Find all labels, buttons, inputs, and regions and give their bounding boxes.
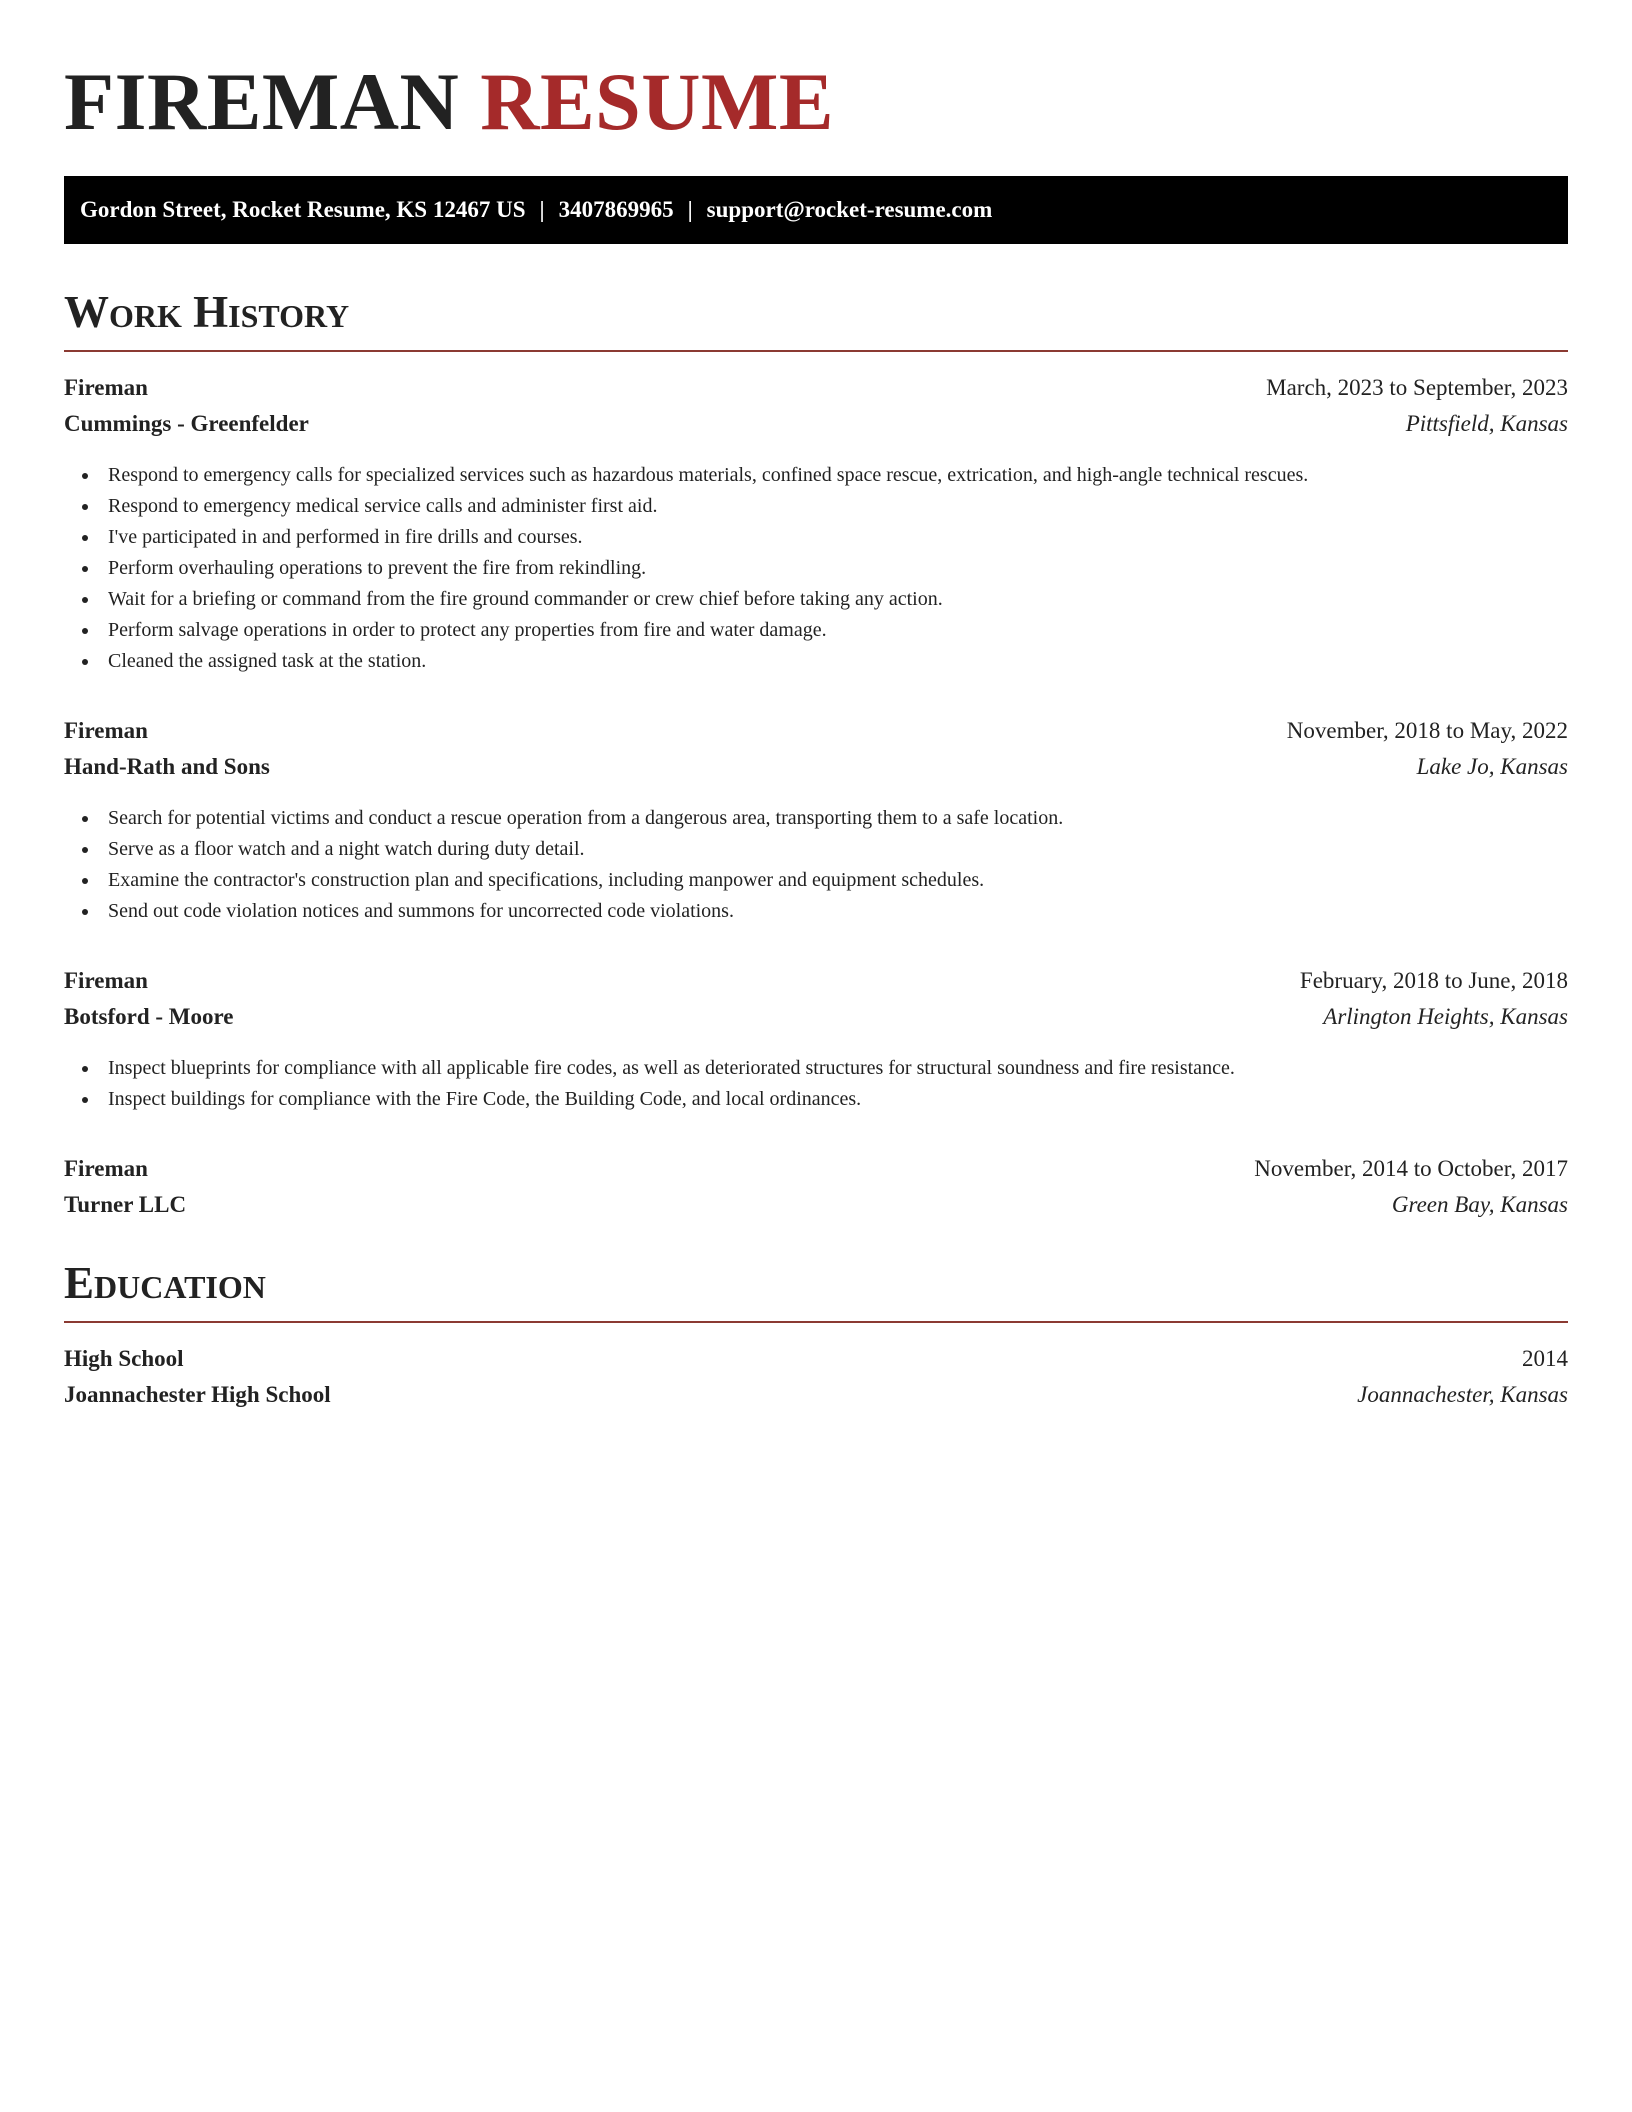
resume-title: [64, 0, 1568, 152]
job-company: Botsford - Moore: [64, 1004, 234, 1029]
title-accent: RESUME: [480, 56, 835, 147]
job-duty-item: Serve as a floor watch and a night watch during duty detail.: [64, 834, 1568, 865]
job-entry: [64, 1151, 1568, 1223]
job-company: Turner LLC: [64, 1192, 187, 1217]
education-school-row: [64, 1377, 1568, 1413]
education-divider: [64, 1321, 1568, 1323]
job-header-row: [64, 370, 1568, 406]
work-history-heading: Work History: [64, 287, 350, 337]
education-heading: Education: [64, 1258, 266, 1308]
job-dates: November, 2018 to May, 2022: [1286, 718, 1568, 743]
job-duty-item: Inspect buildings for compliance with the Fire Code, the Building Code, and local ordinances.: [64, 1084, 1568, 1115]
education-school: Joannachester High School: [64, 1382, 331, 1407]
job-location: Lake Jo, Kansas: [1416, 754, 1568, 779]
job-duty-item: I've participated in and performed in fire drills and courses.: [64, 522, 1568, 553]
education-year: 2014: [1522, 1346, 1568, 1371]
contact-separator: |: [539, 197, 545, 222]
job-duties-list: [64, 803, 1568, 927]
job-duty-item: Cleaned the assigned task at the station.: [64, 646, 1568, 677]
job-dates: March, 2023 to September, 2023: [1266, 375, 1568, 400]
job-duty-item: Respond to emergency calls for specialized services such as hazardous materials, confined space rescue, extrication, and high-angle technical rescues.: [64, 460, 1568, 491]
contact-bar: [64, 176, 1568, 244]
contact-email[interactable]: support@rocket-resume.com: [706, 197, 993, 222]
job-duty-item: Perform overhauling operations to prevent the fire from rekindling.: [64, 553, 1568, 584]
job-company-row: [64, 999, 1568, 1035]
job-company-row: [64, 1187, 1568, 1223]
job-company: Hand-Rath and Sons: [64, 754, 270, 779]
job-duty-item: Send out code violation notices and summons for uncorrected code violations.: [64, 896, 1568, 927]
work-history-divider: [64, 350, 1568, 352]
job-company-row: [64, 749, 1568, 785]
job-duties-list: [64, 460, 1568, 677]
education-header-row: [64, 1341, 1568, 1377]
job-duty-item: Perform salvage operations in order to protect any properties from fire and water damage.: [64, 615, 1568, 646]
job-location: Green Bay, Kansas: [1391, 1192, 1568, 1217]
job-duty-item: Search for potential victims and conduct a rescue operation from a dangerous area, transporting them to a safe location.: [64, 803, 1568, 834]
job-duties-list: [64, 1053, 1568, 1115]
education-entry: [64, 1341, 1568, 1413]
education-degree: High School: [64, 1346, 184, 1371]
contact-phone[interactable]: 3407869965: [558, 197, 674, 222]
job-title: Fireman: [64, 1156, 148, 1181]
contact-separator: |: [687, 197, 693, 222]
education-location: Joannachester, Kansas: [1357, 1382, 1568, 1407]
contact-address: Gordon Street, Rocket Resume, KS 12467 US: [80, 197, 526, 222]
job-header-row: [64, 1151, 1568, 1187]
job-company-row: [64, 406, 1568, 442]
job-title: Fireman: [64, 375, 148, 400]
job-location: Pittsfield, Kansas: [1405, 411, 1568, 436]
title-main: FIREMAN: [64, 56, 460, 147]
job-company: Cummings - Greenfelder: [64, 411, 309, 436]
job-dates: February, 2018 to June, 2018: [1299, 968, 1568, 993]
job-title: Fireman: [64, 718, 148, 743]
job-duty-item: Wait for a briefing or command from the fire ground commander or crew chief before taking any action.: [64, 584, 1568, 615]
job-dates: November, 2014 to October, 2017: [1254, 1156, 1568, 1181]
job-location: Arlington Heights, Kansas: [1323, 1004, 1568, 1029]
job-title: Fireman: [64, 968, 148, 993]
job-header-row: [64, 963, 1568, 999]
job-duty-item: Inspect blueprints for compliance with all applicable fire codes, as well as deteriorated structures for structural soundness and fire resistance.: [64, 1053, 1568, 1084]
job-entry: [64, 713, 1568, 927]
job-duty-item: Respond to emergency medical service calls and administer first aid.: [64, 491, 1568, 522]
job-entry: [64, 370, 1568, 677]
job-entry: [64, 963, 1568, 1115]
job-duty-item: Examine the contractor's construction plan and specifications, including manpower and equipment schedules.: [64, 865, 1568, 896]
job-header-row: [64, 713, 1568, 749]
